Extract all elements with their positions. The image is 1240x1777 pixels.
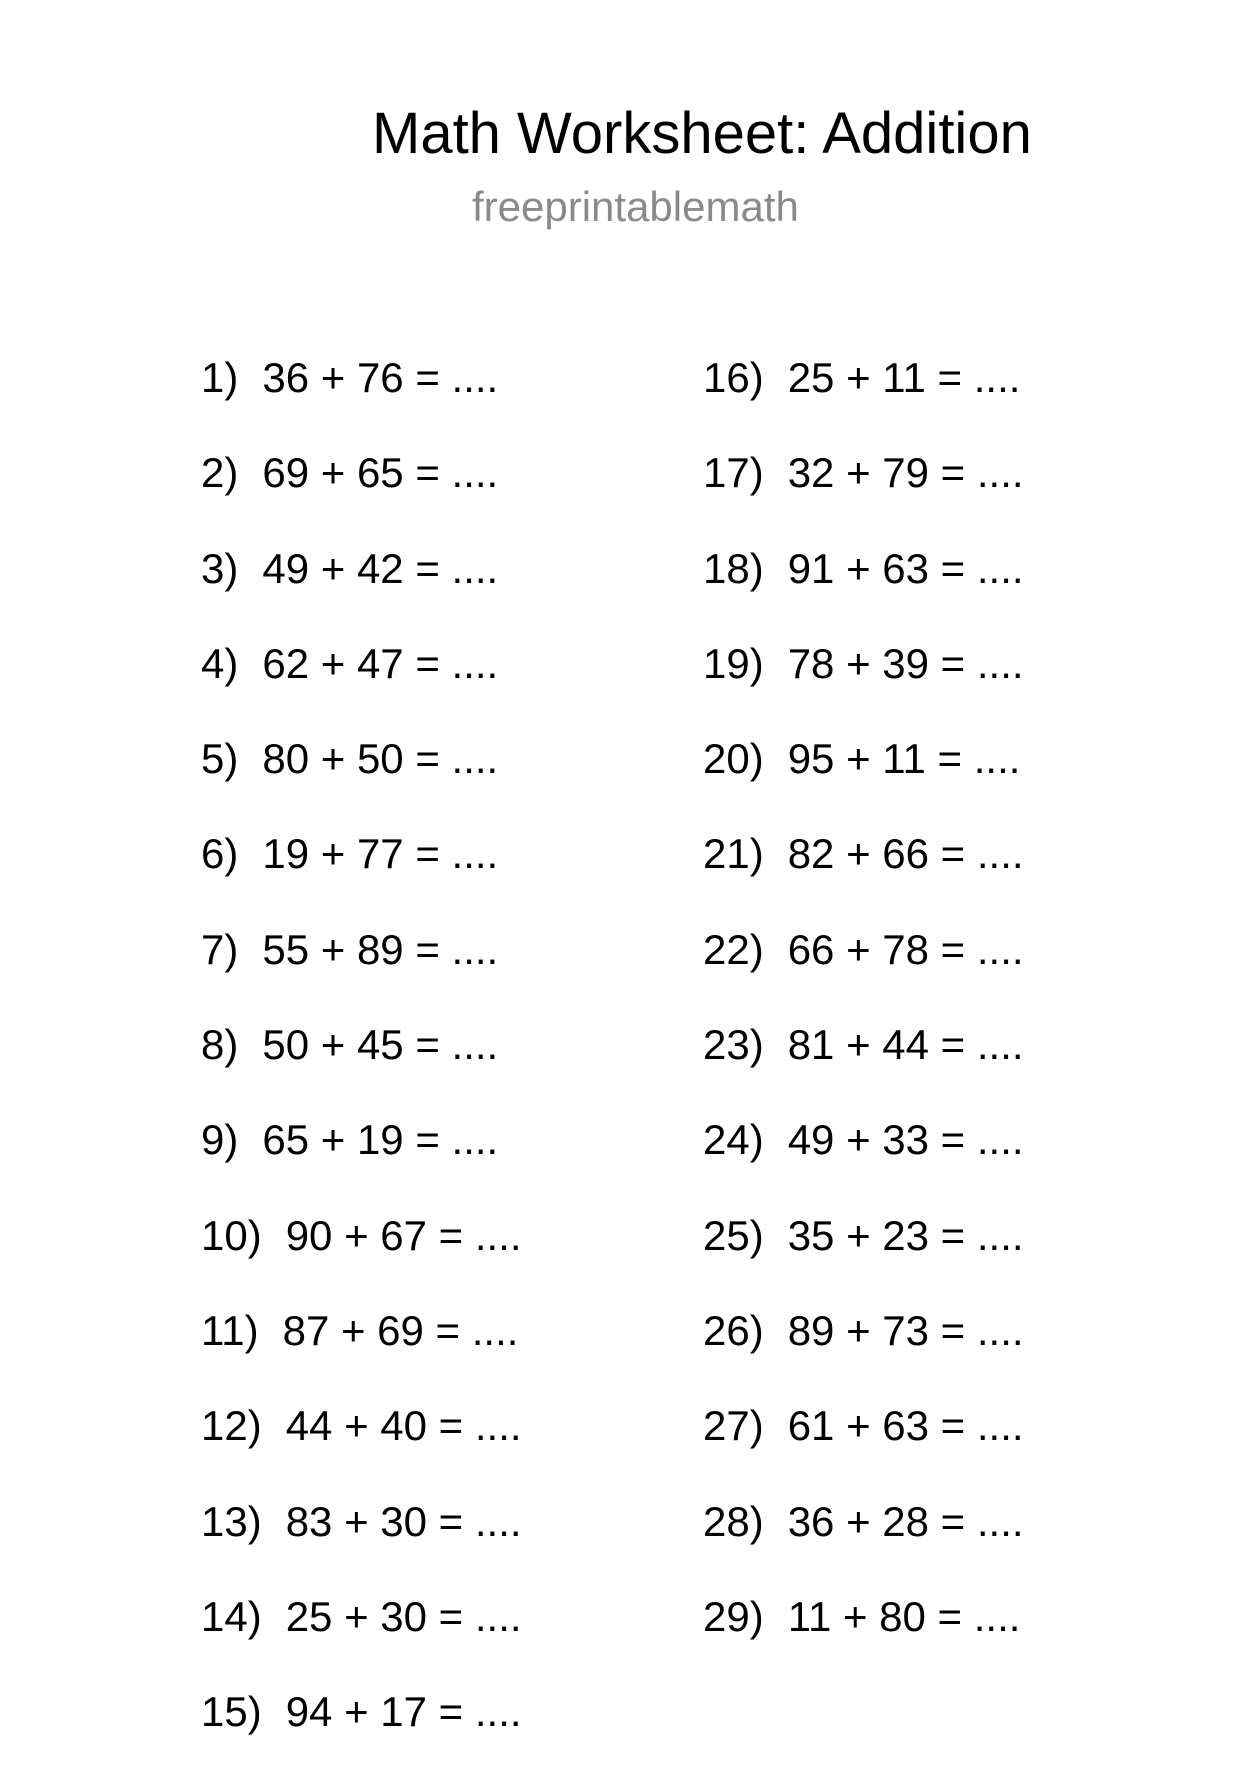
problem-expression: 66 + 78 = ....	[787, 925, 1024, 973]
problem-expression: 62 + 47 = ....	[262, 639, 499, 687]
problem-item	[703, 348, 1024, 443]
problem-expression: 83 + 30 = ....	[285, 1497, 522, 1545]
problem-item	[201, 634, 522, 729]
problem-number: 23)	[703, 1021, 764, 1069]
problem-item	[201, 1110, 522, 1205]
problem-item	[703, 729, 1024, 824]
problem-expression: 65 + 19 = ....	[262, 1116, 499, 1164]
problem-expression: 19 + 77 = ....	[262, 830, 499, 878]
problem-item	[201, 1587, 522, 1682]
page-subtitle: freeprintablemath	[472, 183, 799, 230]
problem-item	[201, 920, 522, 1015]
problem-number: 11)	[201, 1306, 259, 1354]
page-title: Math Worksheet: Addition	[372, 101, 1032, 166]
problem-item	[703, 1492, 1024, 1587]
problem-item	[703, 1015, 1024, 1110]
problem-expression: 25 + 30 = ....	[285, 1592, 522, 1640]
problem-item	[703, 1301, 1024, 1396]
problem-expression: 32 + 79 = ....	[787, 449, 1024, 497]
problem-item	[201, 539, 522, 634]
problem-number: 14)	[201, 1592, 262, 1640]
problem-item	[201, 1301, 522, 1396]
problem-number: 22)	[703, 925, 764, 973]
problem-number: 8)	[201, 1021, 239, 1069]
problem-expression: 36 + 76 = ....	[262, 354, 499, 401]
problem-expression: 78 + 39 = ....	[787, 639, 1024, 687]
problem-expression: 11 + 80 = ....	[787, 1592, 1021, 1640]
problem-number: 26)	[703, 1306, 764, 1354]
problem-item	[201, 1492, 522, 1587]
problem-item	[201, 1206, 522, 1301]
problem-number: 13)	[201, 1497, 262, 1545]
problem-item	[201, 348, 522, 443]
problem-expression: 82 + 66 = ....	[787, 830, 1024, 878]
problem-expression: 55 + 89 = ....	[262, 925, 499, 973]
problem-number: 20)	[703, 735, 764, 783]
problem-expression: 49 + 42 = ....	[262, 544, 499, 592]
problem-expression: 95 + 11 = ....	[787, 735, 1021, 783]
problem-number: 9)	[201, 1116, 239, 1164]
problem-number: 4)	[201, 639, 239, 687]
problem-expression: 61 + 63 = ....	[787, 1402, 1024, 1450]
problem-column-right	[703, 348, 1024, 1682]
problem-number: 7)	[201, 925, 239, 973]
problem-number: 29)	[703, 1592, 764, 1640]
problem-item	[703, 443, 1024, 538]
problem-item	[201, 824, 522, 919]
problem-expression: 25 + 11 = ....	[787, 354, 1021, 401]
problem-number: 6)	[201, 830, 239, 878]
problem-expression: 91 + 63 = ....	[787, 544, 1024, 592]
problem-number: 1)	[201, 354, 239, 401]
problem-column-left	[201, 348, 522, 1777]
problem-item	[703, 1206, 1024, 1301]
problem-item	[201, 1396, 522, 1491]
problem-number: 18)	[703, 544, 764, 592]
problem-expression: 89 + 73 = ....	[787, 1306, 1024, 1354]
problem-expression: 94 + 17 = ....	[285, 1688, 522, 1736]
problem-number: 27)	[703, 1402, 764, 1450]
problem-number: 2)	[201, 449, 239, 497]
problem-item	[703, 634, 1024, 729]
problem-number: 25)	[703, 1211, 764, 1259]
problem-expression: 80 + 50 = ....	[262, 735, 499, 783]
problem-number: 15)	[201, 1688, 262, 1736]
problem-item	[703, 1587, 1024, 1682]
problem-number: 28)	[703, 1497, 764, 1545]
problem-item	[703, 1110, 1024, 1205]
problem-number: 24)	[703, 1116, 764, 1164]
problem-item	[703, 824, 1024, 919]
problem-expression: 35 + 23 = ....	[787, 1211, 1024, 1259]
problem-number: 5)	[201, 735, 239, 783]
problem-item	[201, 729, 522, 824]
problem-item	[201, 1682, 522, 1777]
problem-number: 10)	[201, 1211, 262, 1259]
problem-expression: 50 + 45 = ....	[262, 1021, 499, 1069]
problem-expression: 44 + 40 = ....	[285, 1402, 522, 1450]
problem-number: 17)	[703, 449, 764, 497]
problem-number: 16)	[703, 354, 764, 401]
problem-item	[703, 1396, 1024, 1491]
problem-expression: 49 + 33 = ....	[787, 1116, 1024, 1164]
problem-item	[201, 443, 522, 538]
problem-expression: 36 + 28 = ....	[787, 1497, 1024, 1545]
problem-item	[703, 539, 1024, 634]
problem-number: 19)	[703, 639, 764, 687]
problem-expression: 81 + 44 = ....	[787, 1021, 1024, 1069]
problem-expression: 69 + 65 = ....	[262, 449, 499, 497]
problem-expression: 90 + 67 = ....	[285, 1211, 522, 1259]
problem-item	[201, 1015, 522, 1110]
problem-expression: 87 + 69 = ....	[282, 1306, 519, 1354]
problem-item	[703, 920, 1024, 1015]
problem-number: 12)	[201, 1402, 262, 1450]
problem-number: 21)	[703, 830, 764, 878]
problem-number: 3)	[201, 544, 239, 592]
